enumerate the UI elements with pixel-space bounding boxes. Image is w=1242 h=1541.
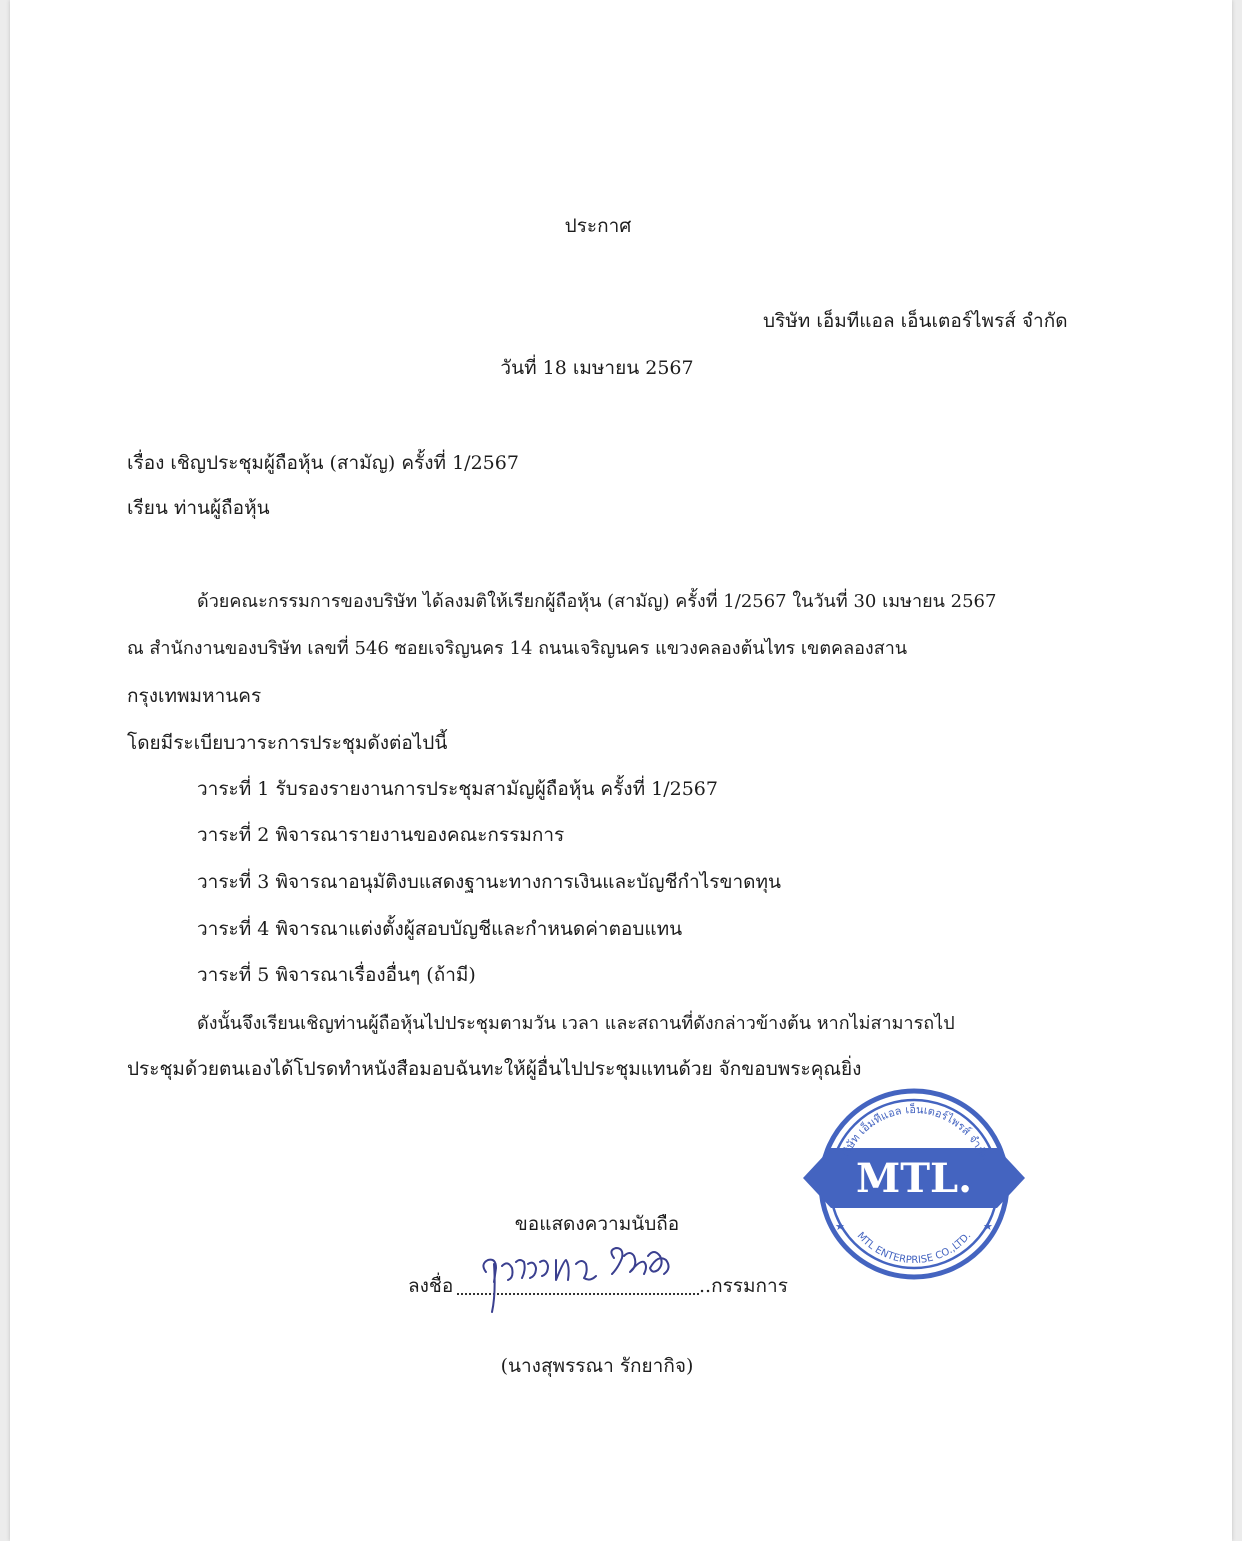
closing-line-1: ดังนั้นจึงเรียนเชิญท่านผู้ถือหุ้นไปประชุมตามวัน เวลา และสถานที่ดังกล่าวข้างต้น หากไม่สามารถไป: [197, 1013, 955, 1034]
agenda-intro: โดยมีระเบียบวาระการประชุมดังต่อไปนี้: [127, 732, 448, 754]
document-page: [10, 0, 1232, 1541]
body-line-3: กรุงเทพมหานคร: [127, 685, 262, 707]
stamp-bottom-text: MTL ENTERPRISE CO.,LTD.: [854, 1230, 974, 1267]
sign-prefix: ลงชื่อ: [408, 1275, 454, 1297]
agenda-item: วาระที่ 4 พิจารณาแต่งตั้งผู้สอบบัญชีและกำหนดค่าตอบแทน: [197, 918, 683, 940]
company-stamp: [801, 1086, 1027, 1282]
addressee-line: เรียน ท่านผู้ถือหุ้น: [127, 497, 270, 519]
svg-text:★: ★: [835, 1221, 845, 1233]
stamp-top-text: บริษัท เอ็มทีแอล เอ็นเตอร์ไพรส์ จำกัด: [837, 1102, 991, 1163]
svg-text:★: ★: [983, 1221, 993, 1233]
body-line-2: ณ สำนักงานของบริษัท เลขที่ 546 ซอยเจริญนคร 14 ถนนเจริญนคร แขวงคลองต้นไทร เขตคลองสาน: [127, 638, 908, 659]
company-name: บริษัท เอ็มทีแอล เอ็นเตอร์ไพรส์ จำกัด: [763, 310, 1068, 332]
agenda-item: วาระที่ 5 พิจารณาเรื่องอื่นๆ (ถ้ามี): [197, 964, 476, 986]
document-title: ประกาศ: [564, 215, 632, 237]
handwritten-signature: [472, 1244, 692, 1316]
regards-text: ขอแสดงความนับถือ: [514, 1213, 680, 1235]
document-date: วันที่ 18 เมษายน 2567: [500, 357, 694, 379]
signer-name: (นางสุพรรณา รักยากิจ): [500, 1355, 694, 1377]
stamp-center-text: MTL.: [855, 1155, 973, 1202]
agenda-item: วาระที่ 3 พิจารณาอนุมัติงบแสดงฐานะทางการเงินและบัญชีกำไรขาดทุน: [197, 871, 781, 893]
agenda-item: วาระที่ 1 รับรองรายงานการประชุมสามัญผู้ถือหุ้น ครั้งที่ 1/2567: [197, 778, 718, 800]
svg-text:MTL ENTERPRISE CO.,LTD.: [855, 1230, 974, 1266]
sign-suffix: ..กรรมการ: [699, 1275, 788, 1297]
closing-line-2: ประชุมด้วยตนเองได้โปรดทำหนังสือมอบฉันทะให้ผู้อื่นไปประชุมแทนด้วย จักขอบพระคุณยิ่ง: [127, 1058, 862, 1080]
body-line-1: ด้วยคณะกรรมการของบริษัท ได้ลงมติให้เรียกผู้ถือหุ้น (สามัญ) ครั้งที่ 1/2567 ในวันที่ 30 เมษายน 2567: [197, 591, 997, 612]
agenda-item: วาระที่ 2 พิจารณารายงานของคณะกรรมการ: [197, 824, 565, 846]
subject-line: เรื่อง เชิญประชุมผู้ถือหุ้น (สามัญ) ครั้งที่ 1/2567: [127, 452, 519, 474]
